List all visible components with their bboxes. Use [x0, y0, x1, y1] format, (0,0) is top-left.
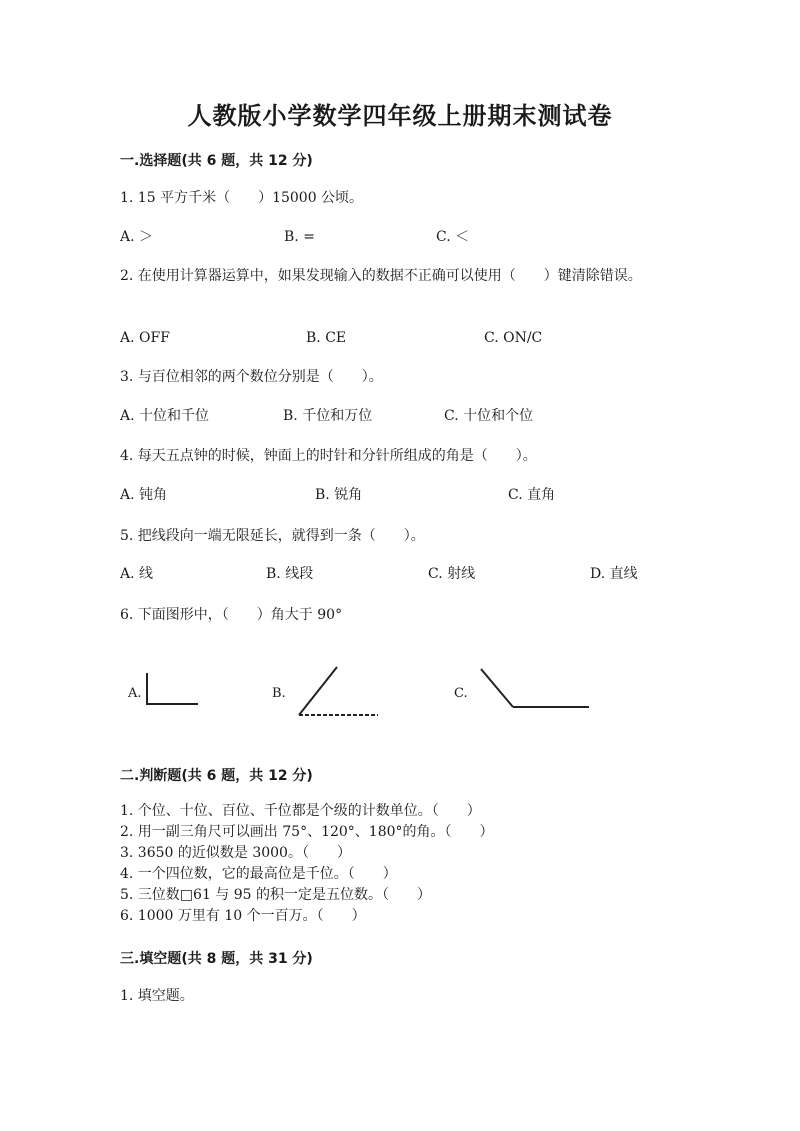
q5-option-a: A. 线 [120, 566, 154, 582]
fill-blank-question-1: 1. 填空题。 [120, 988, 194, 1004]
figure-label-c: C. [454, 686, 468, 701]
q5-option-b: B. 线段 [266, 566, 314, 582]
question-6: 6. 下面图形中，（ ）角大于 90° [120, 607, 343, 623]
question-3: 3. 与百位相邻的两个数位分别是（ ）。 [120, 369, 383, 385]
question-2: 2. 在使用计算器运算中，如果发现输入的数据不正确可以使用（ ）键清除错误。 [120, 268, 642, 284]
q2-option-a: A. OFF [120, 330, 170, 346]
angle-figure-a-right [140, 670, 210, 710]
q4-option-a: A. 钝角 [120, 487, 168, 503]
section-heading-judgement: 二.判断题(共 6 题，共 12 分) [120, 768, 313, 784]
judgement-item-3: 3. 3650 的近似数是 3000。（ ） [120, 845, 351, 861]
angle-figure-b-acute [290, 662, 385, 722]
judgement-item-6: 6. 1000 万里有 10 个一百万。（ ） [120, 908, 366, 924]
q2-option-b: B. CE [306, 330, 347, 346]
q5-option-c: C. 射线 [428, 566, 476, 582]
judgement-item-4: 4. 一个四位数，它的最高位是千位。（ ） [120, 866, 397, 882]
q2-option-c: C. ON/C [484, 330, 543, 346]
q3-option-a: A. 十位和千位 [120, 408, 210, 424]
q1-option-c: C. ＜ [436, 229, 470, 245]
q4-option-b: B. 锐角 [315, 487, 363, 503]
page-title: 人教版小学数学四年级上册期末测试卷 [187, 102, 613, 130]
q3-option-b: B. 千位和万位 [283, 408, 373, 424]
judgement-item-5: 5. 三位数□61 与 95 的积一定是五位数。（ ） [120, 887, 432, 903]
q1-option-a: A. ＞ [120, 229, 154, 245]
q4-option-c: C. 直角 [508, 487, 556, 503]
question-1: 1. 15 平方千米（ ）15000 公顷。 [120, 190, 364, 206]
q1-option-b: B. = [284, 229, 315, 245]
figure-label-a: A. [128, 686, 142, 701]
angle-figure-c-obtuse [475, 665, 595, 715]
section-heading-fill-blank: 三.填空题(共 8 题，共 31 分) [120, 951, 313, 967]
judgement-item-1: 1. 个位、十位、百位、千位都是个级的计数单位。（ ） [120, 803, 481, 819]
question-4: 4. 每天五点钟的时候，钟面上的时针和分针所组成的角是（ ）。 [120, 448, 537, 464]
q5-option-d: D. 直线 [590, 566, 638, 582]
q3-option-c: C. 十位和个位 [444, 408, 534, 424]
section-heading-choice: 一.选择题(共 6 题，共 12 分) [120, 153, 313, 169]
figure-label-b: B. [272, 686, 286, 701]
question-5: 5. 把线段向一端无限延长，就得到一条（ ）。 [120, 528, 425, 544]
judgement-list [120, 801, 494, 927]
judgement-item-2: 2. 用一副三角尺可以画出 75°、120°、180°的角。（ ） [120, 824, 494, 840]
